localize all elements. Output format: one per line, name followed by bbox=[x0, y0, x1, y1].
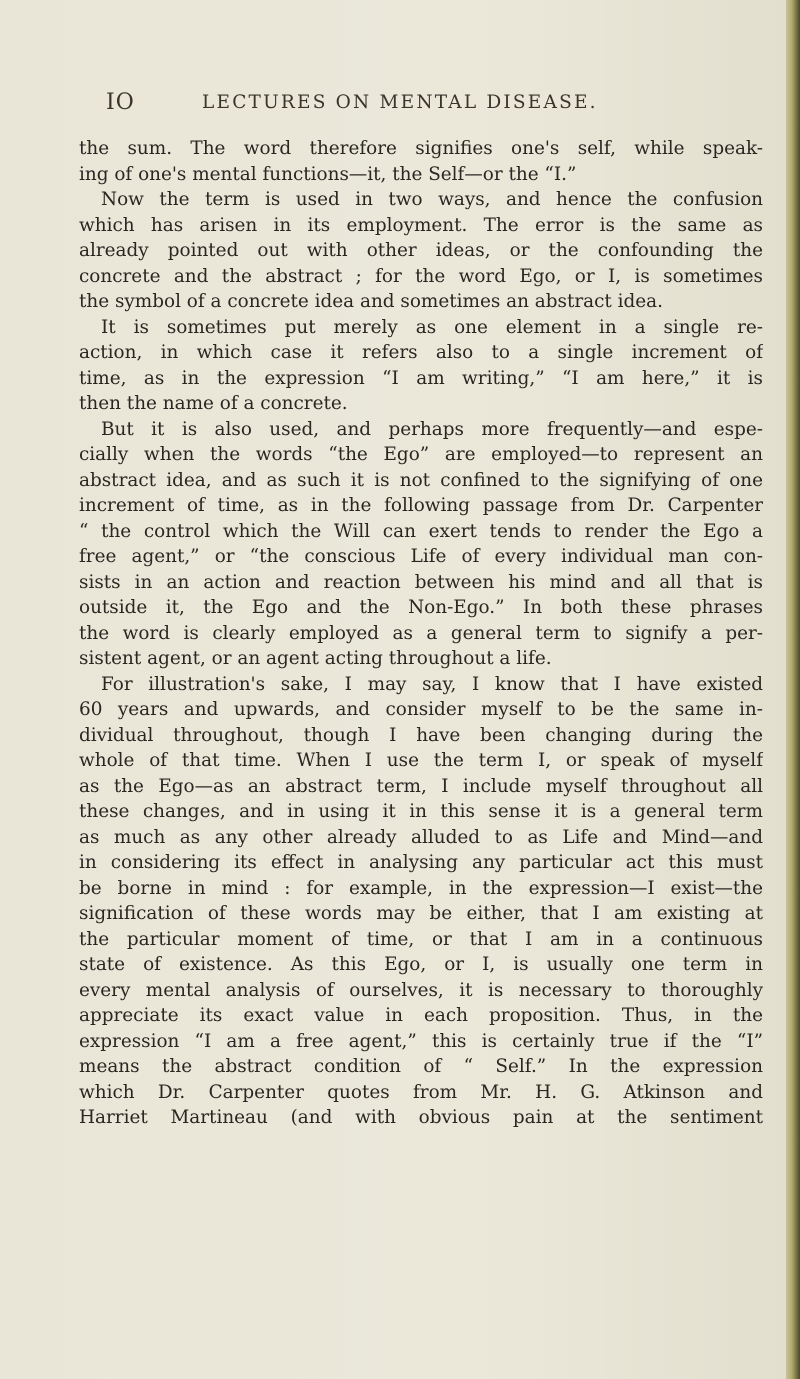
text-line: as the Ego—as an abstract term, I include myself throughout all bbox=[79, 775, 763, 797]
text-line: expression “I am a free agent,” this is certainly true if the “I” bbox=[79, 1030, 763, 1052]
text-line: as much as any other already alluded to as Life and Mind—and bbox=[79, 826, 763, 848]
running-head: LECTURES ON MENTAL DISEASE. bbox=[202, 92, 598, 113]
page-header bbox=[0, 90, 786, 122]
text-line: action, in which case it refers also to a single increment of bbox=[79, 342, 763, 363]
page-edge bbox=[786, 0, 800, 1379]
text-line: the sum. The word therefore signifies one's self, while speak- bbox=[79, 138, 763, 159]
text-line: means the abstract condition of “ Self.” In the expression bbox=[79, 1056, 763, 1077]
body-text bbox=[79, 136, 763, 1131]
text-line: But it is also used, and perhaps more frequently—and espe- bbox=[101, 418, 763, 440]
text-line: increment of time, as in the following passage from Dr. Carpenter bbox=[79, 495, 763, 516]
text-line: the symbol of a concrete idea and sometimes an abstract idea. bbox=[79, 291, 663, 312]
text-line: It is sometimes put merely as one element in a single re- bbox=[101, 316, 763, 338]
text-line: For illustration's sake, I may say, I know that I have existed bbox=[101, 673, 763, 695]
text-line: which has arisen in its employment. The error is the same as bbox=[79, 214, 763, 236]
text-line: free agent,” or “the conscious Life of every individual man con- bbox=[79, 546, 763, 567]
text-line: time, as in the expression “I am writing,” “I am here,” it is bbox=[79, 367, 763, 389]
text-line: the particular moment of time, or that I am in a continuous bbox=[79, 928, 763, 950]
text-line: ing of one's mental functions—it, the Self—or the “I.” bbox=[79, 163, 577, 185]
text-line: abstract idea, and as such it is not confined to the signifying of one bbox=[79, 469, 763, 491]
text-line: which Dr. Carpenter quotes from Mr. H. G. Atkinson and bbox=[79, 1081, 763, 1103]
text-line: dividual throughout, though I have been changing during the bbox=[79, 724, 763, 746]
text-line: concrete and the abstract ; for the word Ego, or I, is sometimes bbox=[79, 265, 763, 287]
page-number: IO bbox=[106, 90, 135, 115]
text-line: sistent agent, or an agent acting throughout a life. bbox=[79, 648, 552, 669]
text-line: already pointed out with other ideas, or the confounding the bbox=[79, 240, 763, 261]
text-line: then the name of a concrete. bbox=[79, 393, 348, 414]
text-line: signification of these words may be either, that I am existing at bbox=[79, 903, 763, 924]
text-line: whole of that time. When I use the term I, or speak of myself bbox=[79, 750, 763, 771]
text-line: cially when the words “the Ego” are employed—to represent an bbox=[79, 444, 763, 465]
text-line: the word is clearly employed as a general term to signify a per- bbox=[79, 622, 763, 644]
text-line: Now the term is used in two ways, and hence the confusion bbox=[101, 189, 763, 210]
text-line: sists in an action and reaction between his mind and all that is bbox=[79, 571, 763, 593]
text-line: outside it, the Ego and the Non-Ego.” In both these phrases bbox=[79, 597, 763, 618]
text-line: appreciate its exact value in each proposition. Thus, in the bbox=[79, 1005, 763, 1026]
text-line: these changes, and in using it in this sense it is a general term bbox=[79, 801, 763, 822]
text-line: state of existence. As this Ego, or I, is usually one term in bbox=[79, 954, 763, 975]
text-line: “ the control which the Will can exert tends to render the Ego a bbox=[79, 520, 763, 542]
text-line: be borne in mind : for example, in the expression—I exist—the bbox=[79, 877, 763, 899]
text-line: in considering its effect in analysing any particular act this must bbox=[79, 852, 763, 873]
text-line: 60 years and upwards, and consider myself to be the same in- bbox=[79, 699, 763, 720]
text-line: every mental analysis of ourselves, it is necessary to thoroughly bbox=[79, 979, 763, 1001]
text-line: Harriet Martineau (and with obvious pain at the sentiment bbox=[79, 1107, 763, 1128]
